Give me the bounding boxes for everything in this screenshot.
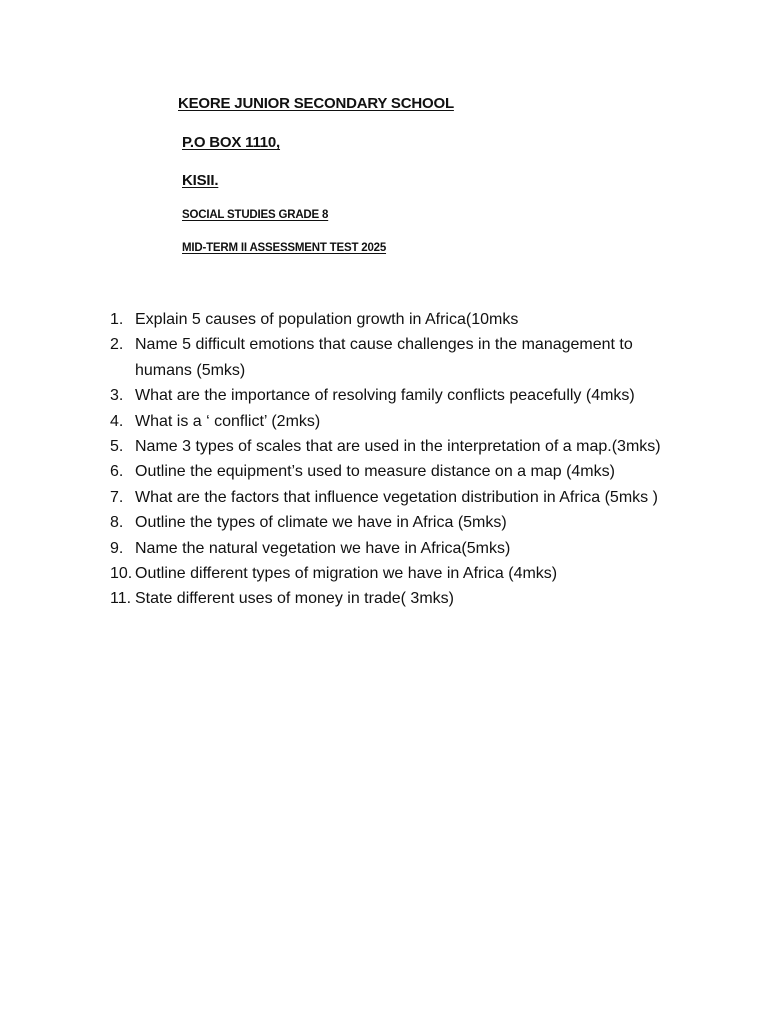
question-number: 5. (110, 438, 124, 456)
question-number: 8. (110, 514, 124, 532)
question-text: Name 5 difficult emotions that cause challenges in the management to humans (5mks) (135, 336, 633, 379)
school-name: KEORE JUNIOR SECONDARY SCHOOL (178, 95, 454, 112)
question-text: Name 3 types of scales that are used in the interpretation of a map.(3mks) (135, 438, 661, 456)
question-text: State different uses of money in trade( 3mks) (135, 590, 454, 608)
question-text: What are the factors that influence vegetation distribution in Africa (5mks ) (135, 488, 658, 506)
question-text: Explain 5 causes of population growth in Africa(10mks (135, 311, 519, 328)
question-list (110, 307, 680, 612)
question-item (110, 459, 680, 484)
question-number: 7. (110, 488, 124, 506)
question-item (110, 434, 680, 459)
question-number: 1. (110, 311, 124, 328)
question-text: What are the importance of resolving family conflicts peacefully (4mks) (135, 387, 635, 405)
question-text: What is a ‘ conflict’ (2mks) (135, 412, 321, 430)
subject-title: SOCIAL STUDIES GRADE 8 (182, 209, 329, 221)
question-item (110, 536, 680, 561)
question-item (110, 510, 680, 535)
question-text: Name the natural vegetation we have in Africa(5mks) (135, 539, 511, 557)
question-text: Outline the equipment’s used to measure distance on a map (4mks) (135, 463, 615, 481)
question-text: Outline the types of climate we have in Africa (5mks) (135, 514, 507, 532)
question-item (110, 332, 680, 383)
po-box: P.O BOX 1110, (182, 134, 281, 151)
question-number: 2. (110, 336, 124, 354)
question-item (110, 485, 680, 510)
test-title: MID-TERM II ASSESSMENT TEST 2025 (182, 242, 387, 254)
question-item (110, 586, 680, 611)
question-number: 3. (110, 387, 124, 405)
question-number: 9. (110, 539, 124, 557)
question-text: Outline different types of migration we have in Africa (4mks) (135, 565, 558, 583)
question-number: 6. (110, 463, 124, 481)
question-number: 4. (110, 412, 124, 430)
town: KISII. (182, 172, 219, 189)
question-item (110, 383, 680, 408)
question-item (110, 409, 680, 434)
question-item (110, 561, 680, 586)
question-number: 11. (110, 590, 132, 608)
question-number: 10. (110, 565, 133, 583)
question-item (110, 307, 680, 332)
